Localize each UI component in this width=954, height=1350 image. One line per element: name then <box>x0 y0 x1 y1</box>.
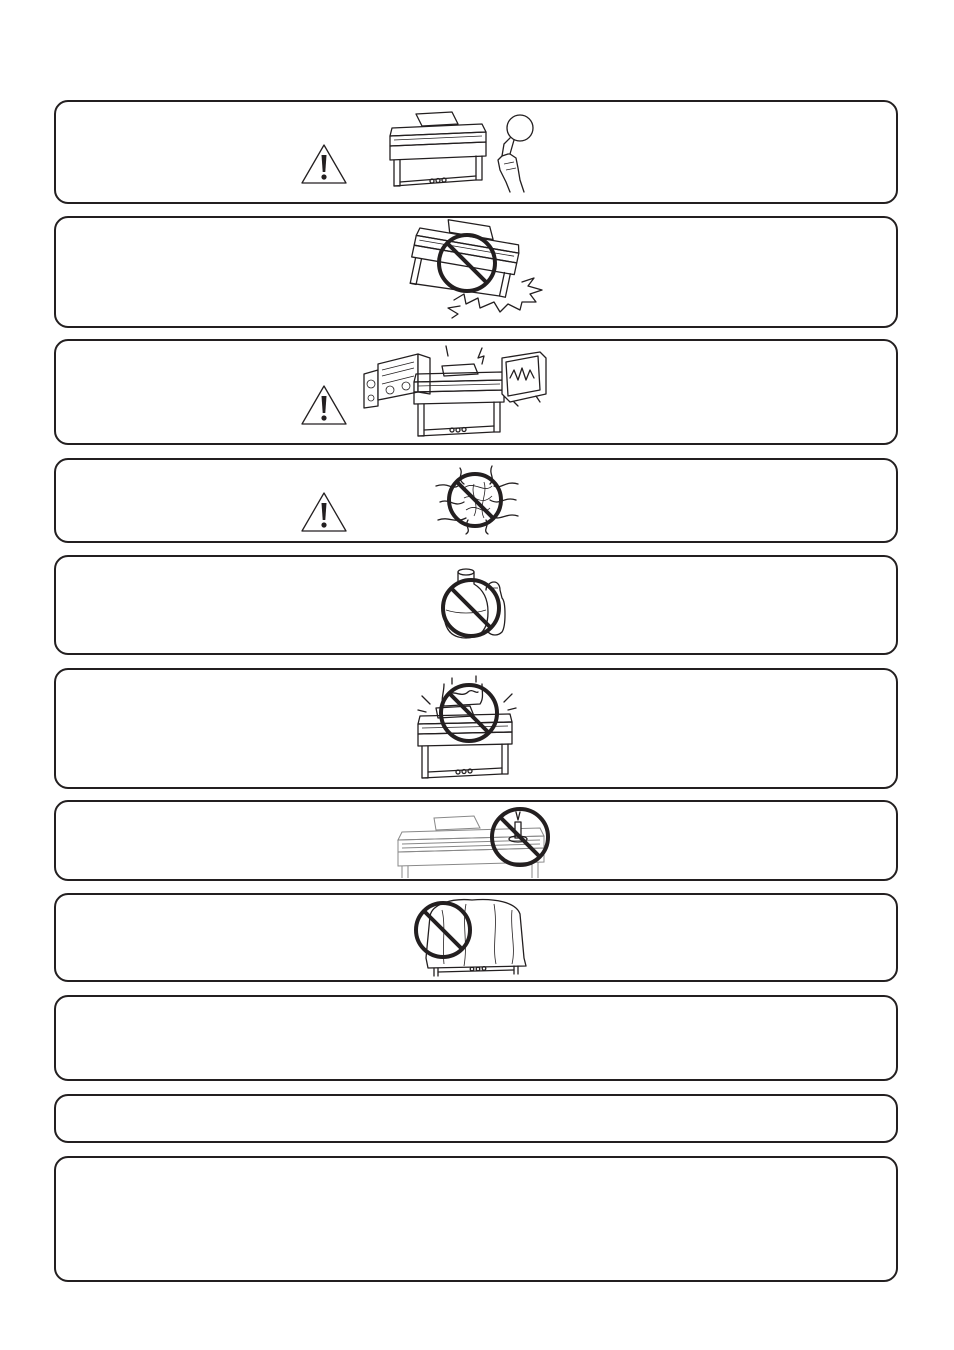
prohibition-icon <box>440 577 502 639</box>
notice-box-text-only-2 <box>54 1094 898 1143</box>
piano-icon <box>410 344 510 440</box>
prohibition-icon <box>489 806 551 868</box>
notice-box-text-only-1 <box>54 995 898 1081</box>
prohibition-icon <box>413 900 473 960</box>
prohibition-icon <box>438 682 500 744</box>
prohibition-icon <box>436 232 498 294</box>
piano-power-button-icon <box>386 110 546 196</box>
warning-triangle-icon <box>300 384 348 426</box>
notice-box-text-only-3 <box>54 1156 898 1282</box>
television-icon <box>500 350 550 408</box>
prohibition-icon <box>446 471 504 529</box>
warning-triangle-icon <box>300 491 348 533</box>
warning-triangle-icon <box>300 143 348 185</box>
